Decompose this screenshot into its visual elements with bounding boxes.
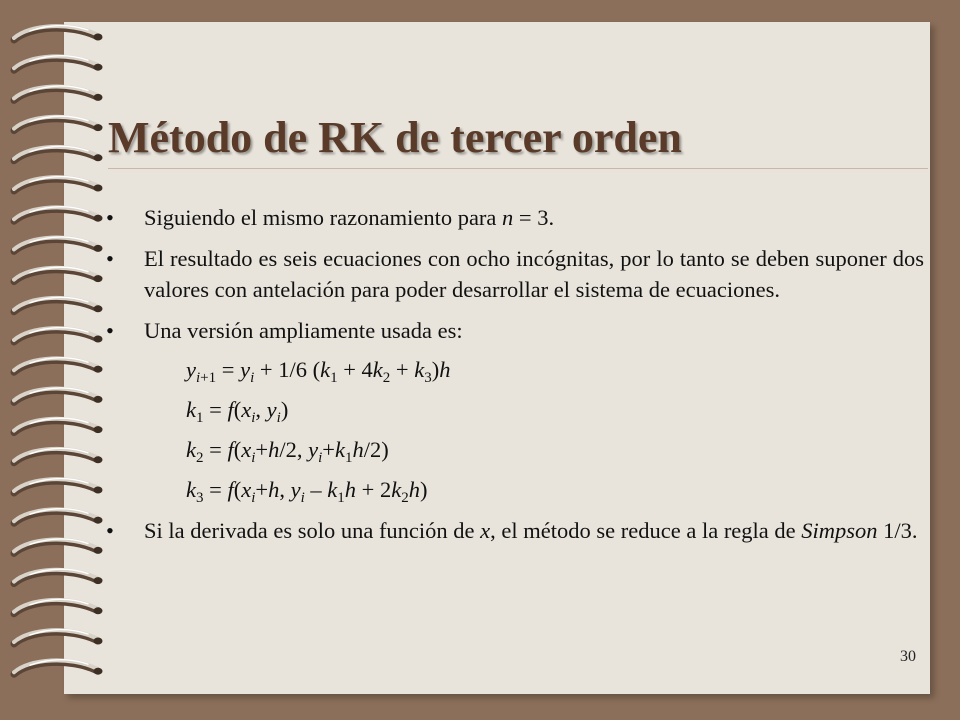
- page-number: 30: [900, 648, 916, 665]
- spiral-ring: [14, 267, 103, 282]
- spiral-ring: [14, 479, 103, 494]
- slide-title: Método de RK de tercer orden: [108, 113, 682, 162]
- bullet-dot: •: [106, 318, 114, 343]
- spiral-ring: [14, 388, 103, 403]
- spiral-ring: [14, 116, 103, 131]
- bullet-item: [106, 202, 924, 233]
- bullet-text: Siguiendo el mismo razonamiento para n = 3.: [144, 205, 555, 230]
- bullet-text: Una versión ampliamente usada es:: [144, 318, 463, 343]
- spiral-ring: [14, 358, 103, 373]
- spiral-ring: [14, 448, 103, 463]
- spiral-ring: [14, 418, 103, 433]
- equation: $k_2 = f(x_i+h/2$, $y_i+k_1h/2$): [186, 437, 389, 466]
- spiral-ring: [14, 539, 103, 554]
- spiral-ring: [14, 146, 103, 161]
- bullet-item: [106, 515, 924, 546]
- spiral-ring: [14, 569, 103, 584]
- spiral-ring: [14, 630, 103, 645]
- bullet-dot: •: [106, 246, 114, 271]
- equation: $y_{i+1} = y_i + 1/6$ $(k_1 + 4k_2 + k_3)h$: [186, 357, 451, 386]
- slide-content: [106, 202, 924, 556]
- spiral-ring: [14, 237, 103, 252]
- bullet-text: El resultado es seis ecuaciones con ocho incógnitas, por lo tanto se deben suponer dos valores con antelación para poder desarrollar el sistema de ecuaciones.: [144, 246, 924, 302]
- spiral-ring: [14, 328, 103, 343]
- spiral-ring: [14, 56, 103, 71]
- spiral-ring: [14, 660, 103, 675]
- bullet-item: [106, 243, 924, 305]
- spiral-ring: [14, 297, 103, 312]
- equation: $k_3 = f(x_i+h$, $y_i - k_1h + 2k_2h$): [186, 477, 428, 506]
- equation: $k_1 = f(x_i$, $y_i$): [186, 397, 289, 426]
- bullet-text: Si la derivada es solo una función de x, el método se reduce a la regla de Simpson 1/3.: [144, 518, 918, 543]
- spiral-ring: [14, 26, 103, 41]
- spiral-ring: [14, 177, 103, 192]
- bullet-item: [106, 315, 924, 346]
- bullet-dot: •: [106, 518, 114, 543]
- title-underline: [108, 168, 928, 169]
- bullet-dot: •: [106, 205, 114, 230]
- spiral-ring: [14, 207, 103, 222]
- spiral-ring: [14, 509, 103, 524]
- spiral-ring: [14, 86, 103, 101]
- spiral-ring: [14, 599, 103, 614]
